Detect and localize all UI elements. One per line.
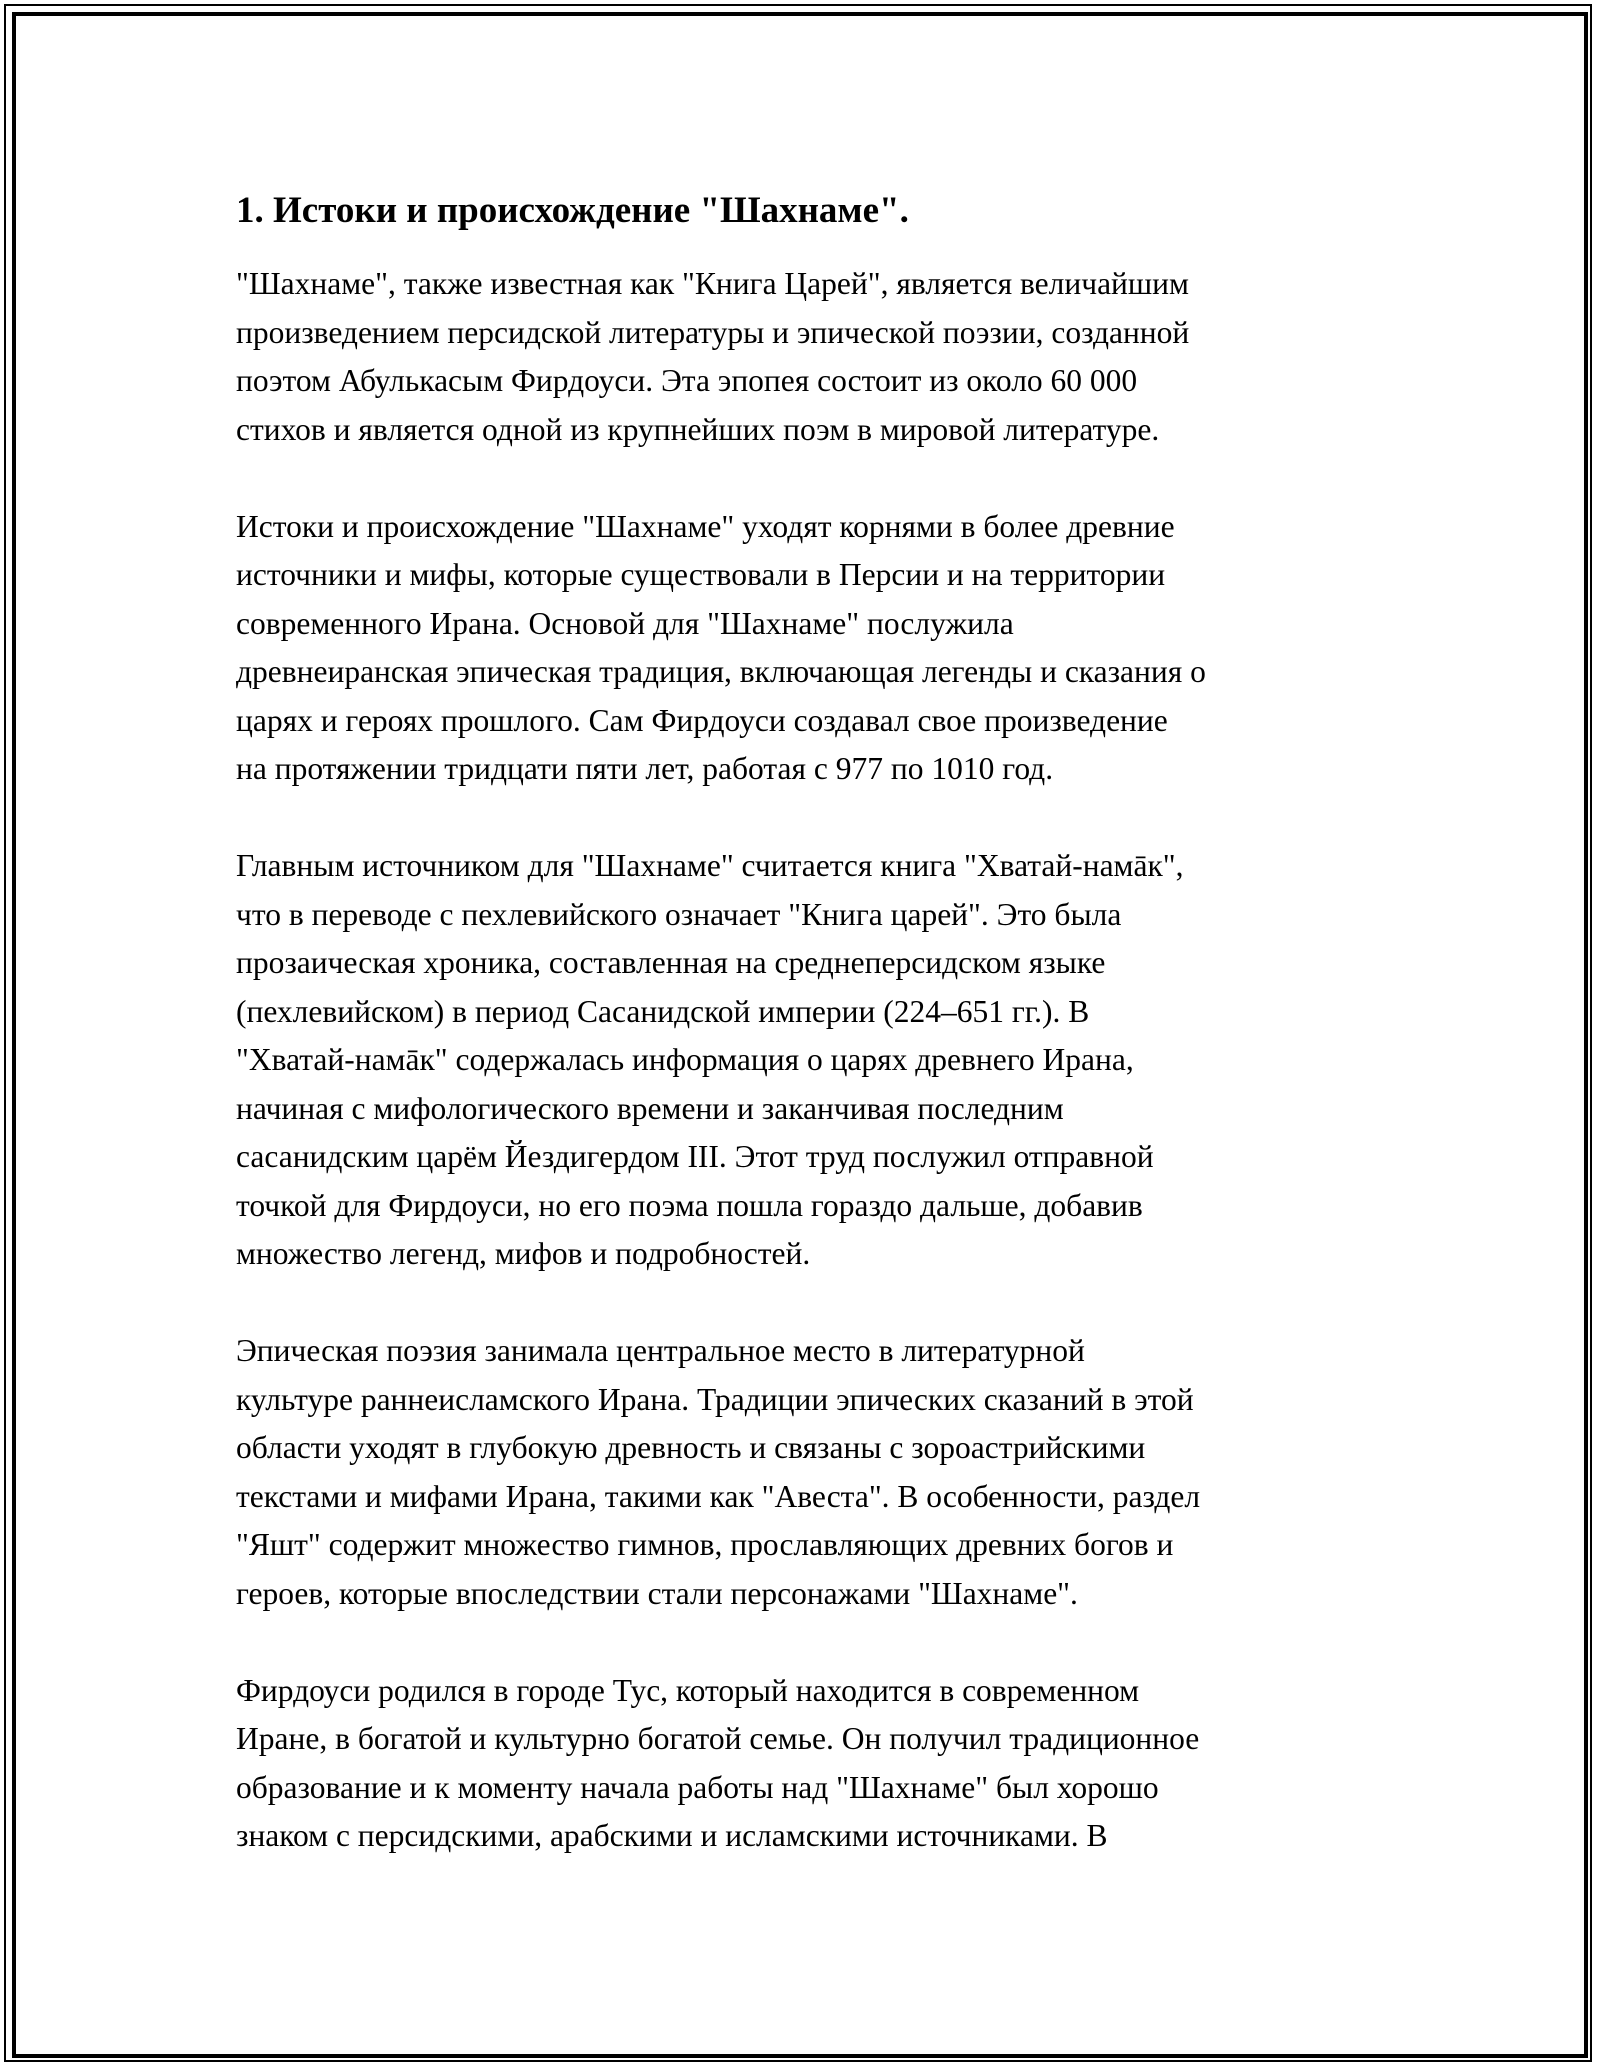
text-line: на протяжении тридцати пяти лет, работая с 977 по 1010 год. <box>236 751 1054 786</box>
text-line: царях и героях прошлого. Сам Фирдоуси создавал свое произведение <box>236 702 1168 738</box>
paragraph-5 <box>236 1667 1386 1861</box>
text-line: "Яшт" содержит множество гимнов, прославляющих древних богов и <box>236 1527 1174 1562</box>
document-body <box>236 186 1386 1909</box>
text-line: Истоки и происхождение "Шахнаме" уходят корнями в более древние <box>236 508 1175 544</box>
paragraph-1 <box>236 260 1386 454</box>
paragraph-4 <box>236 1327 1386 1618</box>
text-line: героев, которые впоследствии стали персонажами "Шахнаме". <box>236 1575 1078 1611</box>
text-line: современного Ирана. Основой для "Шахнаме" послужила <box>236 605 1014 641</box>
text-line: (пехлевийском) в период Сасанидской империи (224–651 гг.). В <box>236 993 1090 1029</box>
paragraph-2 <box>236 503 1386 794</box>
text-line: начиная с мифологического времени и заканчивая последним <box>236 1090 1064 1126</box>
paragraph-3 <box>236 842 1386 1279</box>
text-line: Главным источником для "Шахнаме" считается книга "Хватай-намāк", <box>236 848 1184 883</box>
section-heading: 1. Истоки и происхождение "Шахнаме". <box>236 190 909 231</box>
text-line: множество легенд, мифов и подробностей. <box>236 1236 811 1271</box>
text-line: образование и к моменту начала работы над "Шахнаме" был хорошо <box>236 1769 1159 1805</box>
text-line: знаком с персидскими, арабскими и исламскими источниками. В <box>236 1818 1108 1853</box>
text-line: древнеиранская эпическая традиция, включающая легенды и сказания о <box>236 654 1206 689</box>
text-line: стихов и является одной из крупнейших поэм в мировой литературе. <box>236 411 1160 447</box>
text-line: Иране, в богатой и культурно богатой семье. Он получил традиционное <box>236 1721 1200 1756</box>
text-line: произведением персидской литературы и эпической поэзии, созданной <box>236 314 1190 350</box>
text-line: сасанидским царём Йездигердом III. Этот труд послужил отправной <box>236 1139 1154 1174</box>
text-line: поэтом Абулькасым Фирдоуси. Эта эпопея состоит из около 60 000 <box>236 363 1138 398</box>
text-line: культуре раннеисламского Ирана. Традиции эпических сказаний в этой <box>236 1381 1194 1417</box>
text-line: источники и мифы, которые существовали в Персии и на территории <box>236 557 1166 592</box>
text-line: текстами и мифами Ирана, такими как "Авеста". В особенности, раздел <box>236 1478 1201 1514</box>
text-line: "Шахнаме", также известная как "Книга Царей", является величайшим <box>236 266 1189 301</box>
text-line: "Хватай-намāк" содержалась информация о царях древнего Ирана, <box>236 1042 1134 1077</box>
text-line: прозаическая хроника, составленная на среднеперсидском языке <box>236 945 1106 980</box>
text-line: Фирдоуси родился в городе Тус, который находится в современном <box>236 1672 1140 1708</box>
text-line: что в переводе с пехлевийского означает "Книга царей". Это была <box>236 896 1122 932</box>
text-line: области уходят в глубокую древность и связаны с зороастрийскими <box>236 1430 1146 1465</box>
text-line: точкой для Фирдоуси, но его поэма пошла гораздо дальше, добавив <box>236 1187 1143 1223</box>
text-line: Эпическая поэзия занимала центральное место в литературной <box>236 1333 1085 1368</box>
